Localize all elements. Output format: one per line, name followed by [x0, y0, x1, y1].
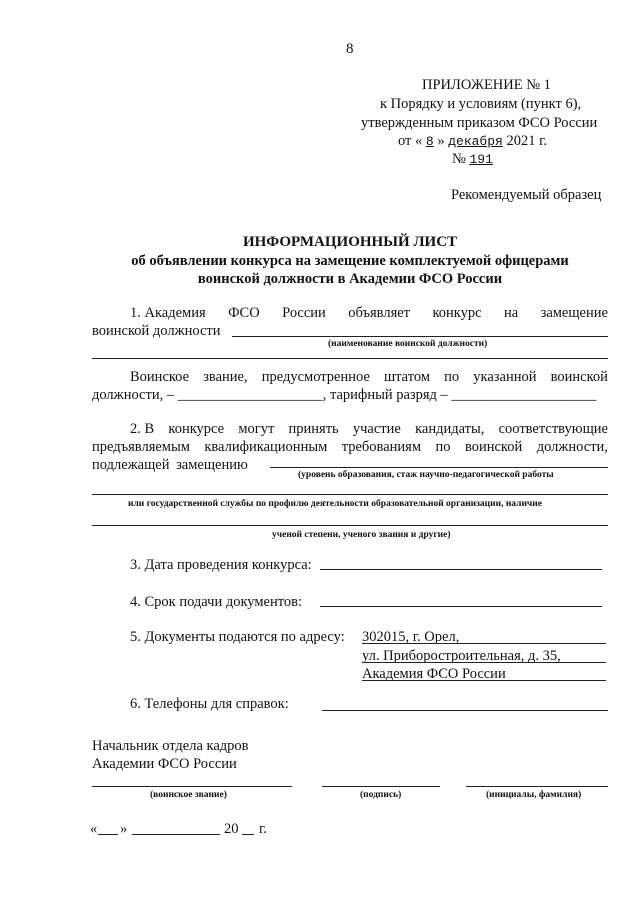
footer-month-field[interactable]: [132, 834, 220, 835]
position-name-field-2[interactable]: [92, 358, 608, 359]
footer-date-close: »: [120, 821, 128, 837]
signature-field[interactable]: [322, 786, 440, 787]
signer-title-1: Начальник отдела кадров: [92, 738, 249, 754]
p2-caption-3: ученой степени, ученого звания и другие): [272, 530, 451, 540]
caption-rank: (воинское звание): [150, 790, 227, 800]
p2-line2: [92, 438, 608, 456]
doc-subtitle-2: воинской должности в Академии ФСО России: [197, 271, 503, 287]
p1-word: ФСО: [228, 305, 260, 321]
p2-word: по: [435, 439, 451, 455]
p2-word: квалификационным: [204, 439, 328, 455]
footer-year-prefix: 20: [224, 821, 239, 837]
address-underline-2: [362, 662, 606, 663]
date-year: 2021 г.: [506, 133, 548, 149]
address-line-3: Академия ФСО России: [362, 666, 506, 682]
rank-signature-field[interactable]: [92, 786, 292, 787]
number-value: 191: [469, 152, 493, 167]
p2-line1: [130, 420, 608, 438]
appendix-line2: к Порядку и условиям (пункт 6),: [380, 96, 582, 112]
p1-caption: (наименование воинской должности): [328, 339, 488, 349]
p1-word: замещение: [540, 305, 608, 321]
p2-word: должности,: [536, 439, 608, 455]
rank-word: воинской: [550, 369, 608, 385]
page-number: 8: [346, 41, 354, 57]
number-prefix: №: [452, 151, 466, 167]
footer-year-suffix: г.: [259, 821, 267, 837]
doc-subtitle-1: об объявлении конкурса на замещение комплектуемой офицерами: [131, 253, 569, 269]
p6-label: 6. Телефоны для справок:: [130, 696, 289, 712]
p4-label: 4. Срок подачи документов:: [130, 594, 303, 610]
caption-name: (инициалы, фамилия): [486, 790, 582, 800]
p1-line1: [130, 304, 608, 322]
rank-word: указанной: [473, 369, 537, 385]
date-day: 8: [425, 134, 434, 149]
p2-word: предъявляемым: [92, 439, 190, 455]
p1-line2: воинской должности: [92, 323, 221, 339]
address-underline-1: [362, 643, 606, 644]
p2-word: конкурсе: [168, 421, 225, 437]
signer-title-2: Академии ФСО России: [92, 756, 237, 772]
date-mid: »: [437, 133, 445, 149]
p1-word: России: [282, 305, 326, 321]
appendix-date: [398, 132, 547, 150]
p2-word: соответствующие: [498, 421, 608, 437]
p2-caption-2: или государственной службы по профилю деятельности образовательной организации, наличие: [128, 499, 542, 509]
p5-label: 5. Документы подаются по адресу:: [130, 629, 345, 645]
rank-word: звание,: [203, 369, 248, 385]
footer-date-open: «: [90, 821, 98, 837]
p2-word: кандидаты,: [415, 421, 485, 437]
caption-signature: (подпись): [360, 790, 402, 800]
address-underline-3: [362, 680, 606, 681]
p2-word: участие: [352, 421, 401, 437]
p1-word: на: [503, 305, 519, 321]
rank-word: Воинское: [130, 369, 190, 385]
rank-line2: должности, – ____________________, тарифный разряд – ____________________: [92, 387, 597, 403]
doc-title: ИНФОРМАЦИОННЫЙ ЛИСТ: [242, 234, 458, 250]
p1-word: 1. Академия: [130, 305, 206, 321]
p1-word: объявляет: [348, 305, 411, 321]
p2-word: могут: [238, 421, 275, 437]
name-signature-field[interactable]: [466, 786, 608, 787]
rank-word: предусмотренное: [261, 369, 370, 385]
p2-word: принять: [288, 421, 339, 437]
p2-caption-1: (уровень образования, стаж научно-педагогической работы: [298, 470, 554, 480]
footer-day-field[interactable]: [98, 834, 118, 835]
p3-label: 3. Дата проведения конкурса:: [130, 557, 312, 573]
date-prefix: от «: [398, 133, 423, 149]
phones-field[interactable]: [322, 710, 608, 711]
requirements-field-3[interactable]: [92, 525, 608, 526]
address-line-1: 302015, г. Орел,: [362, 629, 460, 645]
submission-deadline-field[interactable]: [320, 606, 602, 607]
address-line-2: ул. Приборостроительная, д. 35,: [362, 648, 561, 664]
p1-word: конкурс: [432, 305, 482, 321]
contest-date-field[interactable]: [320, 569, 602, 570]
date-month: декабря: [448, 134, 503, 149]
rank-word: штатом: [383, 369, 431, 385]
requirements-field-2[interactable]: [92, 494, 608, 495]
rank-line1: [130, 368, 608, 386]
position-name-field[interactable]: [232, 336, 608, 337]
p2-word: 2. В: [130, 421, 155, 437]
recommended-sample: Рекомендуемый образец: [451, 187, 602, 203]
footer-year-field[interactable]: [242, 834, 254, 835]
requirements-field-1[interactable]: [270, 467, 608, 468]
p2-word: воинской: [464, 439, 523, 455]
appendix-number: [452, 150, 507, 168]
appendix-line3: утвержденным приказом ФСО России: [361, 115, 598, 131]
rank-word: по: [444, 369, 460, 385]
p2-line3: подлежащей замещению: [92, 457, 248, 473]
p2-word: требованиям: [341, 439, 422, 455]
appendix-title: ПРИЛОЖЕНИЕ № 1: [422, 77, 551, 93]
